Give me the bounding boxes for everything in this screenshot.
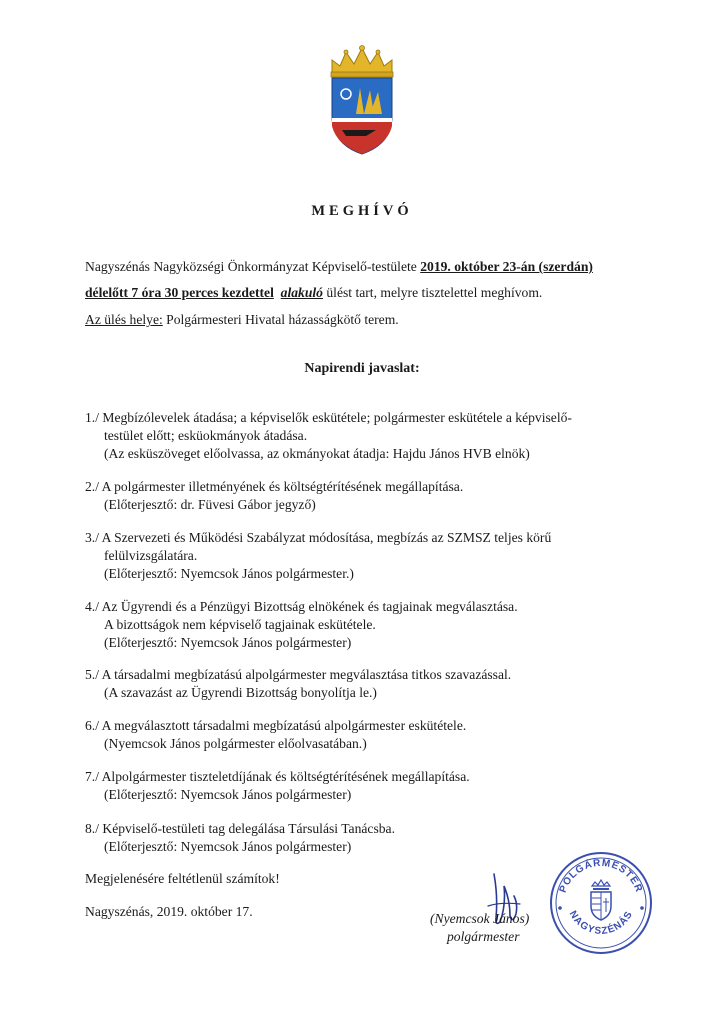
agenda-item-1-note: (Az esküszöveget előolvassa, az okmányokat átadja: Hajdu János HVB elnök) xyxy=(104,446,530,461)
location-label: Az ülés helye: xyxy=(85,312,163,327)
agenda-item-3-line-2: felülvizsgálatára. xyxy=(104,548,198,563)
shield-icon xyxy=(332,78,392,154)
meeting-time: délelőtt 7 óra 30 perces kezdettel xyxy=(85,285,274,300)
agenda-item-1-line-1: 1./ Megbízólevelek átadása; a képviselők eskütétele; polgármester eskütétele a képviselő- xyxy=(85,410,572,425)
meeting-type: alakuló xyxy=(280,285,323,300)
agenda-title: Napirendi javaslat: xyxy=(304,361,420,376)
location-value: Polgármesteri Hivatal házasságkötő terem. xyxy=(162,312,399,327)
hungarian-coat-of-arms-icon xyxy=(591,880,611,920)
agenda-item-2-line-1: 2./ A polgármester illetményének és költségtérítésének megállapítása. xyxy=(85,479,464,494)
stamp-bottom-text: NAGYSZÉNÁS xyxy=(566,909,636,938)
agenda-item-4-line-2: A bizottságok nem képviselő tagjainak eskütétele. xyxy=(104,617,376,632)
official-stamp xyxy=(546,848,656,958)
location-line xyxy=(85,312,399,328)
page-title: MEGHÍVÓ xyxy=(311,203,413,219)
coat-of-arms xyxy=(326,44,398,156)
agenda-item-4-line-1: 4./ Az Ügyrendi és a Pénzügyi Bizottság elnökének és tagjainak megválasztása. xyxy=(85,599,518,614)
agenda-item-7-line-1: 7./ Alpolgármester tiszteletdíjának és költségtérítésének megállapítása. xyxy=(85,769,470,784)
signature-name: (Nyemcsok János) xyxy=(430,911,530,926)
agenda-item-8-note: (Előterjesztő: Nyemcsok János polgármester) xyxy=(104,839,352,854)
stamp-top-text: POLGÁRMESTER xyxy=(557,857,645,895)
agenda-item-4-note: (Előterjesztő: Nyemcsok János polgármester) xyxy=(104,635,352,650)
intro-line-1 xyxy=(85,259,593,275)
meeting-date: 2019. október 23-án (szerdán) xyxy=(420,259,593,274)
agenda-item-6-note: (Nyemcsok János polgármester előolvasatában.) xyxy=(104,736,367,751)
agenda-item-2-note: (Előterjesztő: dr. Füvesi Gábor jegyző) xyxy=(104,497,316,512)
agenda-item-5-note: (A szavazást az Ügyrendi Bizottság bonyolítja le.) xyxy=(104,685,377,700)
place-date: Nagyszénás, 2019. október 17. xyxy=(85,904,253,919)
agenda-item-7-note: (Előterjesztő: Nyemcsok János polgármester) xyxy=(104,787,352,802)
agenda-item-6-line-1: 6./ A megválasztott társadalmi megbízatású alpolgármester eskütétele. xyxy=(85,718,467,733)
agenda-item-8-line-1: 8./ Képviselő-testületi tag delegálása Társulási Tanácsba. xyxy=(85,821,395,836)
intro-text: Nagyszénás Nagyközségi Önkormányzat Képviselő-testülete xyxy=(85,259,421,274)
agenda-item-3-note: (Előterjesztő: Nyemcsok János polgármester.) xyxy=(104,566,354,581)
closing-text: Megjelenésére feltétlenül számítok! xyxy=(85,871,280,886)
agenda-item-1-line-2: testület előtt; esküokmányok átadása. xyxy=(104,428,308,443)
signature-title: polgármester xyxy=(447,929,520,944)
agenda-item-3-line-1: 3./ A Szervezeti és Működési Szabályzat módosítása, megbízás az SZMSZ teljes körű xyxy=(85,530,552,545)
intro-text-end: ülést tart, melyre tisztelettel meghívom. xyxy=(322,285,543,300)
agenda-item-5-line-1: 5./ A társadalmi megbízatású alpolgármester megválasztása titkos szavazással. xyxy=(85,667,512,682)
crown-icon xyxy=(331,46,393,78)
intro-line-2 xyxy=(85,285,542,301)
